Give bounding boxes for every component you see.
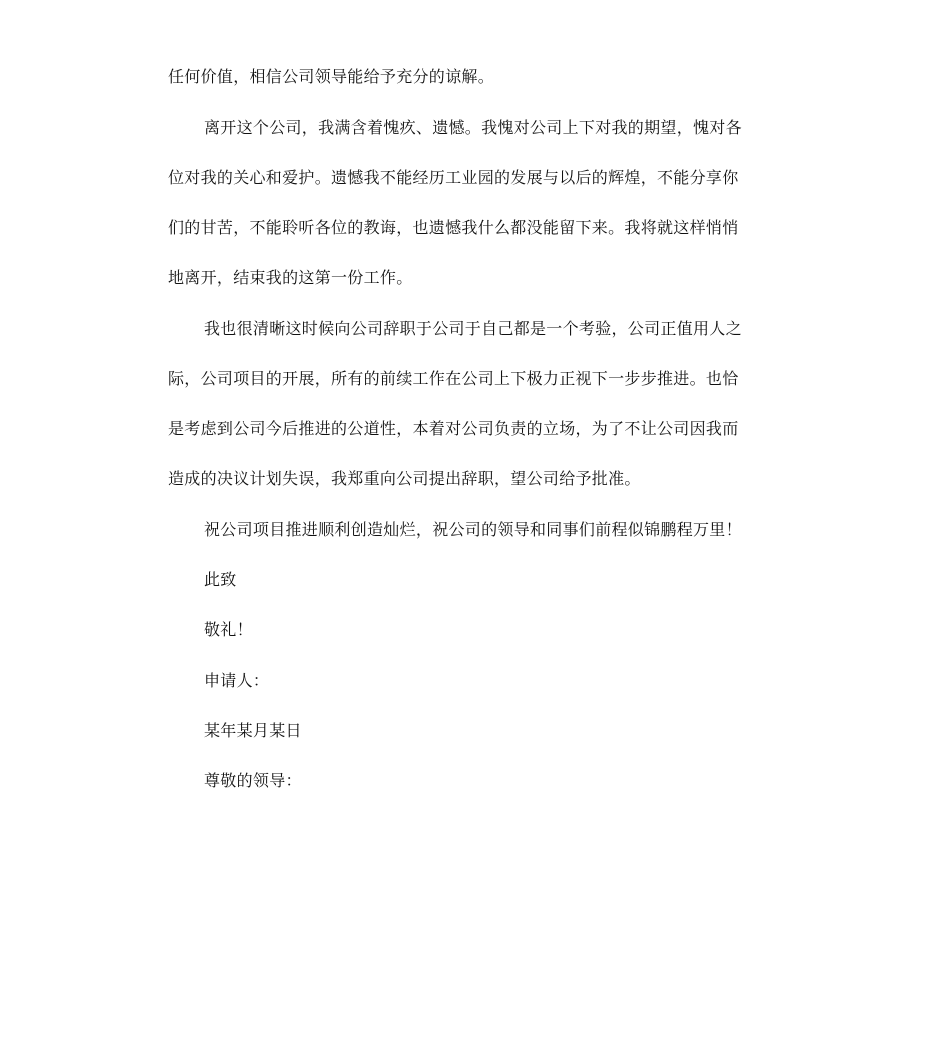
paragraph-line: 任何价值，相信公司领导能给予充分的谅解。 <box>168 67 495 86</box>
date-line: 某年某月某日 <box>204 721 302 740</box>
paragraph-line: 是考虑到公司今后推进的公道性，本着对公司负责的立场，为了不让公司因我而 <box>168 419 739 438</box>
paragraph-line: 位对我的关心和爱护。遗憾我不能经历工业园的发展与以后的辉煌，不能分享你 <box>168 168 739 187</box>
paragraph-line: 际，公司项目的开展，所有的前续工作在公司上下极力正视下一步步推进。也恰 <box>168 369 739 388</box>
paragraph-line: 们的甘苦，不能聆听各位的教诲，也遗憾我什么都没能留下来。我将就这样悄悄 <box>168 218 739 237</box>
paragraph-line: 离开这个公司，我满含着愧疚、遗憾。我愧对公司上下对我的期望，愧对各 <box>204 118 742 137</box>
salutation-jingli: 敬礼！ <box>204 620 253 639</box>
applicant-label: 申请人： <box>204 671 270 690</box>
closing-wish: 祝公司项目推进顺利创造灿烂，祝公司的领导和同事们前程似锦鹏程万里！ <box>204 520 742 539</box>
paragraph-line: 造成的决议计划失误，我郑重向公司提出辞职，望公司给予批准。 <box>168 469 641 488</box>
paragraph-line: 我也很清晰这时候向公司辞职于公司于自己都是一个考验，公司正值用人之 <box>204 319 742 338</box>
salutation-cizhi: 此致 <box>204 570 237 589</box>
paragraph-line: 地离开，结束我的这第一份工作。 <box>168 268 413 287</box>
greeting-line: 尊敬的领导： <box>204 771 302 790</box>
